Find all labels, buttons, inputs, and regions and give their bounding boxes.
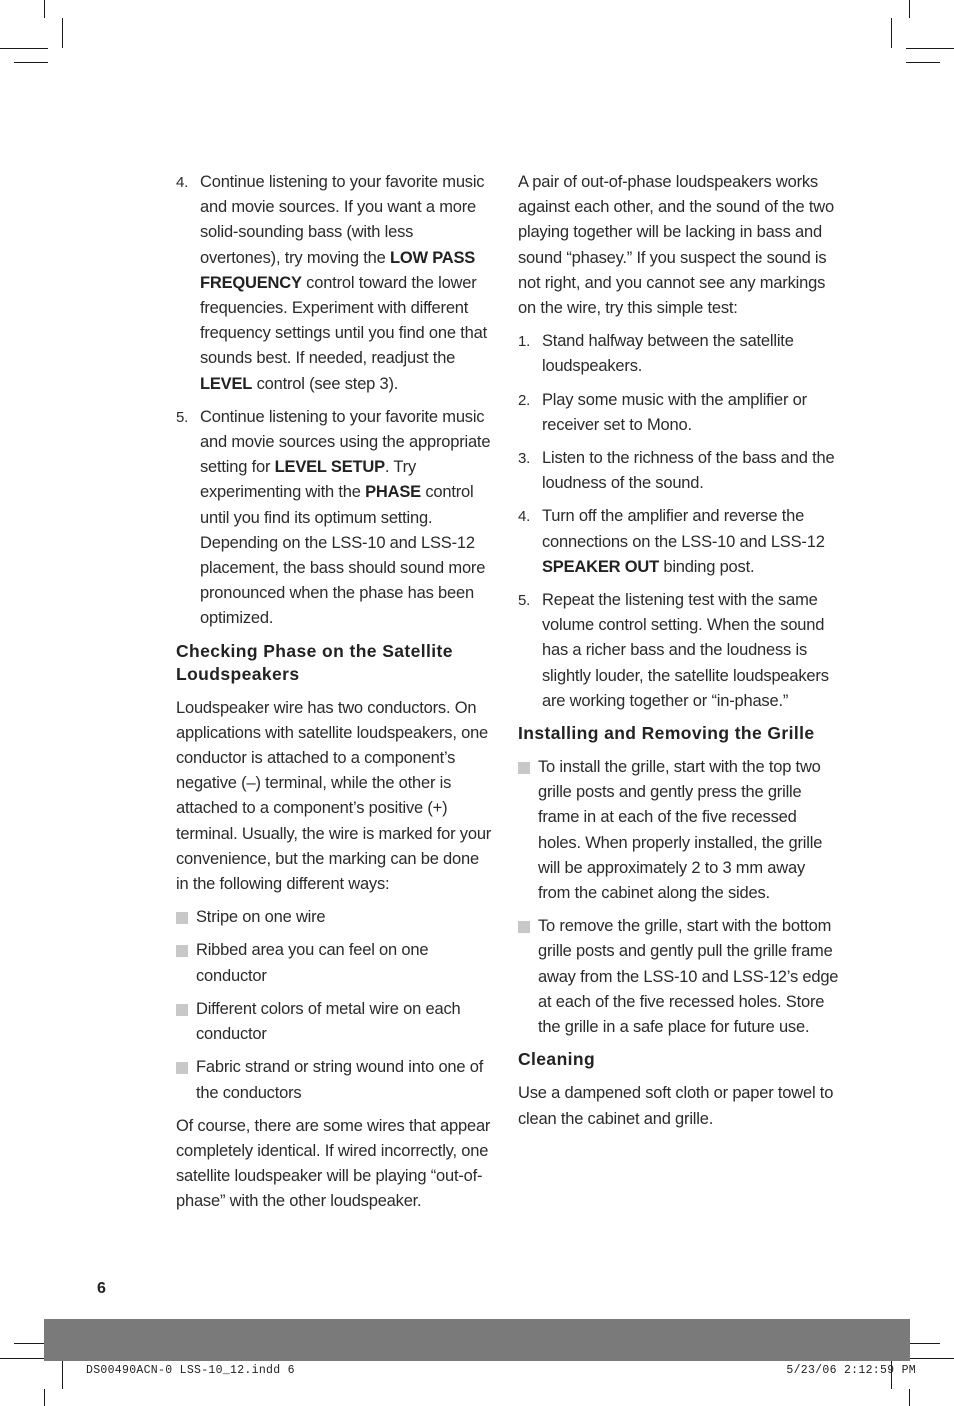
item-number: 3. bbox=[518, 450, 531, 468]
crop-mark bbox=[14, 1343, 48, 1344]
control-name: SPEAKER OUT bbox=[542, 557, 659, 576]
crop-mark bbox=[906, 1343, 940, 1344]
item-text: control toward the lower frequencies. Experiment with different frequency settings until you find one that sounds best. If needed, readjust the bbox=[200, 273, 487, 368]
item-text: Play some music with the amplifier or receiver set to Mono. bbox=[542, 390, 807, 434]
crop-mark bbox=[62, 18, 63, 48]
item-text: . Try experimenting with the bbox=[200, 458, 417, 502]
square-bullet-icon bbox=[176, 1004, 188, 1016]
crop-mark bbox=[62, 1359, 63, 1389]
paragraph: Use a dampened soft cloth or paper towel to clean the cabinet and grille. bbox=[518, 1084, 834, 1128]
item-number: 4. bbox=[176, 174, 189, 191]
bullet-text: Fabric strand or string wound into one of the conductors bbox=[196, 1058, 484, 1102]
crop-mark bbox=[906, 48, 954, 49]
crop-mark bbox=[909, 1389, 910, 1406]
crop-mark bbox=[906, 1358, 954, 1359]
crop-mark bbox=[44, 1389, 45, 1406]
control-name: PHASE bbox=[365, 483, 421, 502]
item-text: Continue listening to your favorite music and movie sources. If you want a more solid-sounding bass (with less overtones), try moving the bbox=[200, 173, 485, 267]
list-item bbox=[518, 588, 840, 714]
bullet-item bbox=[176, 997, 494, 1047]
crop-mark bbox=[906, 62, 940, 63]
bullet-item bbox=[518, 755, 840, 906]
page-number: 6 bbox=[97, 1280, 106, 1297]
paragraph: Of course, there are some wires that appear completely identical. If wired incorrectly, one satellite loudspeaker will be playing “out-of-phase” with the other loudspeaker. bbox=[176, 1116, 491, 1211]
bullet-text: Different colors of metal wire on each conductor bbox=[196, 999, 461, 1044]
square-bullet-icon bbox=[176, 945, 188, 957]
left-column bbox=[176, 170, 494, 1223]
section-heading: Installing and Removing the Grille bbox=[518, 723, 815, 744]
paragraph: A pair of out-of-phase loudspeakers works against each other, and the sound of the two playing together will be lacking in bass and sound “phasey.” If you suspect the sound is not right, and you cannot see any markings on the wire, try this simple test: bbox=[518, 173, 834, 318]
square-bullet-icon bbox=[176, 912, 188, 924]
item-text: Listen to the richness of the bass and the loudness of the sound. bbox=[542, 449, 835, 493]
item-text: control (see step 3). bbox=[252, 374, 399, 393]
item-number: 5. bbox=[176, 408, 189, 426]
control-name: LOW PASS FREQUENCY bbox=[200, 248, 476, 292]
item-text: binding post. bbox=[658, 557, 755, 576]
item-text: Continue listening to your favorite music and movie sources using the appropriate setting for bbox=[200, 407, 491, 477]
item-text: Stand halfway between the satellite loudspeakers. bbox=[542, 332, 794, 376]
footer-bar bbox=[44, 1319, 910, 1361]
bullet-text: To install the grille, start with the top two grille posts and gently press the grille frame in at each of the five recessed holes. When properly installed, the grille will be approximately 2 to 3 mm away from the cabinet along the sides. bbox=[538, 758, 823, 903]
square-bullet-icon bbox=[176, 1062, 188, 1074]
slug-filename: DS00490ACN-0 LSS-10_12.indd 6 bbox=[86, 1364, 295, 1377]
bullet-text: Ribbed area you can feel on one conductor bbox=[196, 941, 429, 985]
square-bullet-icon bbox=[518, 921, 530, 933]
item-text: control until you find its optimum setting. Depending on the LSS-10 and LSS-12 placement, the bass should sound more pronounced when the phase has been optimized. bbox=[200, 483, 486, 628]
list-item bbox=[518, 329, 840, 379]
bullet-item bbox=[518, 914, 840, 1040]
crop-mark bbox=[909, 0, 910, 18]
item-text: Repeat the listening test with the same volume control setting. When the sound has a richer bass and the loudness is slightly louder, the satellite loudspeakers are working together or “in-phase.” bbox=[542, 591, 829, 710]
item-number: 5. bbox=[518, 592, 531, 610]
list-item bbox=[176, 170, 494, 397]
bullet-text: To remove the grille, start with the bottom grille posts and gently pull the grille frame away from the LSS-10 and LSS-12’s edge at each of the five recessed holes. Store the grille in a safe place for future use. bbox=[538, 917, 839, 1037]
control-name: LEVEL SETUP bbox=[274, 458, 385, 477]
section-heading: Cleaning bbox=[518, 1049, 596, 1070]
list-item bbox=[176, 405, 494, 632]
bullet-item bbox=[176, 938, 494, 988]
right-column bbox=[518, 170, 840, 1140]
bullet-item bbox=[176, 1055, 494, 1105]
slug-timestamp: 5/23/06 2:12:59 PM bbox=[786, 1364, 916, 1377]
crop-mark bbox=[0, 1358, 48, 1359]
bullet-text: Stripe on one wire bbox=[196, 908, 326, 927]
paragraph: Loudspeaker wire has two conductors. On applications with satellite loudspeakers, one conductor is attached to a component’s negative (–) terminal, while the other is attached to a component’s positive (+) terminal. Usually, the wire is marked for your convenience, but the marking can be done in the following different ways: bbox=[176, 698, 492, 894]
square-bullet-icon bbox=[518, 762, 530, 774]
crop-mark bbox=[0, 48, 48, 49]
control-name: LEVEL bbox=[200, 374, 253, 393]
section-heading: Checking Phase on the Satellite Loudspeakers bbox=[176, 640, 453, 684]
list-item bbox=[518, 446, 840, 496]
item-number: 4. bbox=[518, 508, 531, 526]
list-item bbox=[518, 504, 840, 580]
item-number: 1. bbox=[518, 333, 531, 351]
item-number: 2. bbox=[518, 391, 531, 409]
crop-mark bbox=[44, 0, 45, 18]
crop-mark bbox=[14, 62, 48, 63]
bullet-item bbox=[176, 905, 494, 930]
item-text: Turn off the amplifier and reverse the connections on the LSS-10 and LSS-12 bbox=[542, 507, 825, 551]
list-item bbox=[518, 388, 840, 438]
crop-mark bbox=[891, 18, 892, 48]
